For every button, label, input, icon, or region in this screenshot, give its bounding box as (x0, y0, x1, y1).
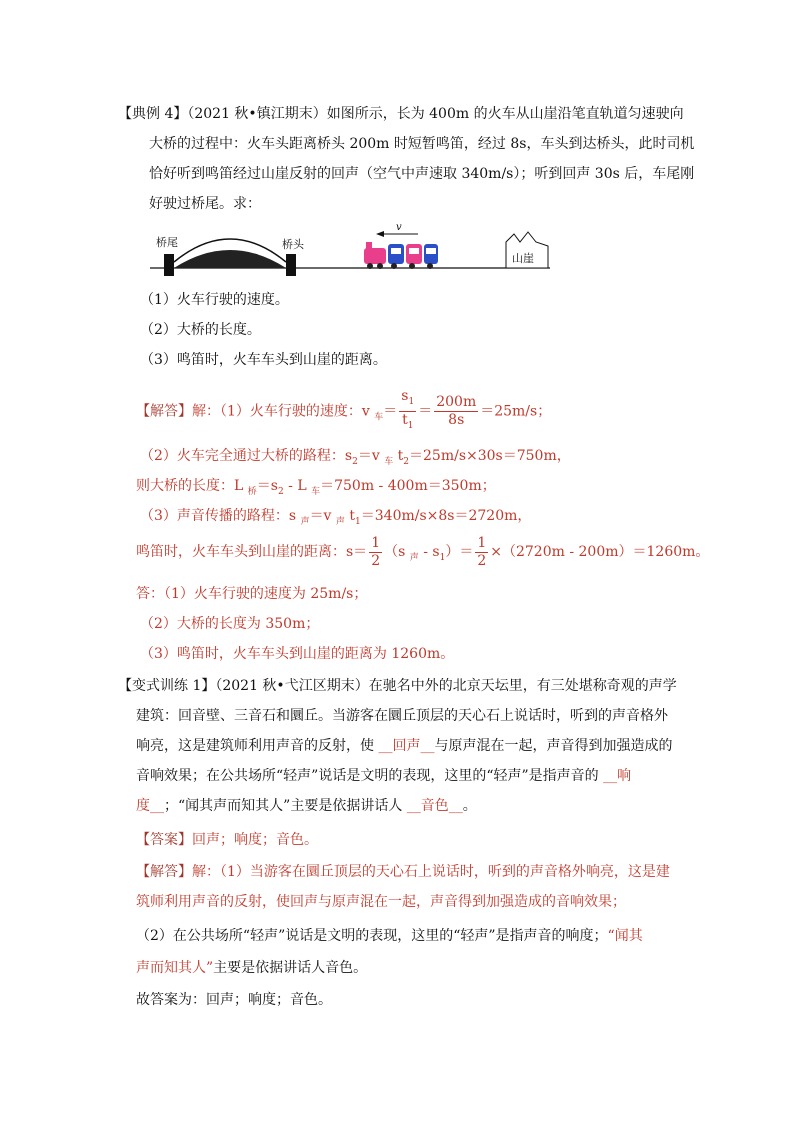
exercise-solution-1: 【解答】解：（1）当游客在圜丘顶层的天心石上说话时，听到的声音格外响亮，这是建 (136, 864, 670, 880)
blank-loudness-part2: 度__ (136, 798, 164, 814)
exercise-answer: 【答案】回声；响度；音色。 (136, 832, 318, 848)
question-1: （1）火车行驶的速度。 (140, 292, 289, 308)
velocity-label: v (396, 224, 402, 233)
exercise-line-5: 度__；“闻其声而知其人”主要是依据讲话人 __音色__。 (136, 798, 477, 814)
example-line-4: 好驶过桥尾。求： (149, 196, 261, 212)
bridge-head-label: 桥头 (282, 238, 304, 251)
solution-line-4: （3）声音传播的路程：s $_声$＝v $_声$ $t_1=340m/s\times 8s=2720m$， (140, 508, 532, 527)
exercise-solution-4: 声而知其人”主要是依据讲话人音色。 (136, 960, 368, 976)
question-3: （3）鸣笛时，火车车头到山崖的距离。 (140, 352, 387, 368)
solution-line-5: 鸣笛时，火车车头到山崖的距离：s＝ $\frac{1}{2}$ （s $_声 - s_1)=$ $\frac{1}{2}$ ×（2720m - 200m）＝1260m。 (136, 534, 710, 569)
blank-loudness-part1: __响 (603, 768, 632, 784)
exercise-solution-2: 筑师利用声音的反射，使回声与原声混在一起，声音得到加强造成的音响效果； (136, 894, 626, 910)
blank-echo: __回声__ (378, 738, 435, 754)
bridge-tail-label: 桥尾 (156, 236, 178, 249)
fraction-half-1: $\frac{1}{2}$ (371, 534, 381, 569)
bridge-tail-pier (164, 254, 174, 276)
exercise-line-3: 响亮，这是建筑师利用声音的反射，使 __回声__与原声混在一起，声音得到加强造成的 (136, 738, 673, 754)
example-line-1: 【典例 4】（2021 秋•镇江期末）如图所示，长为 400m 的火车从山崖沿笔直轨道匀速驶向 (118, 106, 684, 122)
fraction-half-2: $\frac{1}{2}$ (477, 534, 487, 569)
exercise-solution-tag: 【解答】 (136, 864, 192, 880)
bridge-train-cliff-diagram (150, 224, 550, 276)
example-line-2: 大桥的过程中：火车头距离桥头 200m 时短暂鸣笛，经过 8s，车头到达桥头，此时司机 (149, 136, 695, 152)
exercise-line-4: 音响效果；在公共场所“轻声”说话是文明的表现，这里的“轻声”是指声音的 __响 (136, 768, 632, 784)
fraction-s1-t1: $\frac{s_1}{t_1}$ (401, 388, 415, 431)
solution-line-1: 【解答】解：（1）火车行驶的速度：v $_车$＝ $\frac{s_1}{t_1}$ ＝ $\frac{200m}{8s}$ ＝25m/s； (136, 388, 551, 428)
question-2: （2）大桥的长度。 (140, 322, 261, 338)
fraction-200m-8s: $\frac{200m}{8s}$ (436, 394, 477, 428)
answer-tag: 【答案】 (136, 832, 192, 848)
cliff-label: 山崖 (512, 252, 534, 265)
exercise-solution-3: （2）在公共场所“轻声”说话是文明的表现，这里的“轻声”是指声音的响度；“闻其 (136, 928, 643, 944)
answer-line-2: （2）大桥的长度为 350m； (140, 616, 320, 632)
bridge-head-pier (286, 254, 296, 276)
velocity-arrowhead (376, 231, 384, 237)
answer-line-3: （3）鸣笛时，火车车头到山崖的距离为 1260m。 (140, 646, 455, 662)
blank-timbre: __音色__ (406, 798, 463, 814)
exercise-line-2: 建筑：回音壁、三音石和圜丘。当游客在圜丘顶层的天心石上说话时，听到的声音格外 (136, 708, 668, 724)
example-line-3: 恰好听到鸣笛经过山崖反射的回声（空气中声速取 340m/s）；听到回声 30s 后，车尾刚 (149, 166, 695, 182)
solution-tag: 【解答】 (136, 403, 192, 420)
answer-line-1: 答：（1）火车行驶的速度为 25m/s； (136, 586, 368, 602)
solution-line-3: 则大桥的长度：L $_桥=s_2 - L$ $_车$＝750m - 400m＝350m； (136, 478, 496, 497)
train-icon (364, 242, 438, 269)
bridge-arch-inner (174, 250, 286, 268)
exercise-line-1: 【变式训练 1】（2021 秋•弋江区期末）在驰名中外的北京天坛里，有三处堪称奇观的声学 (118, 678, 677, 694)
solution-line-2: （2）火车完全通过大桥的路程：$s_2=v$ $_车$ $t_2=25m/s\times 30s=750m$， (140, 448, 571, 467)
exercise-solution-5: 故答案为：回声；响度；音色。 (136, 992, 332, 1008)
